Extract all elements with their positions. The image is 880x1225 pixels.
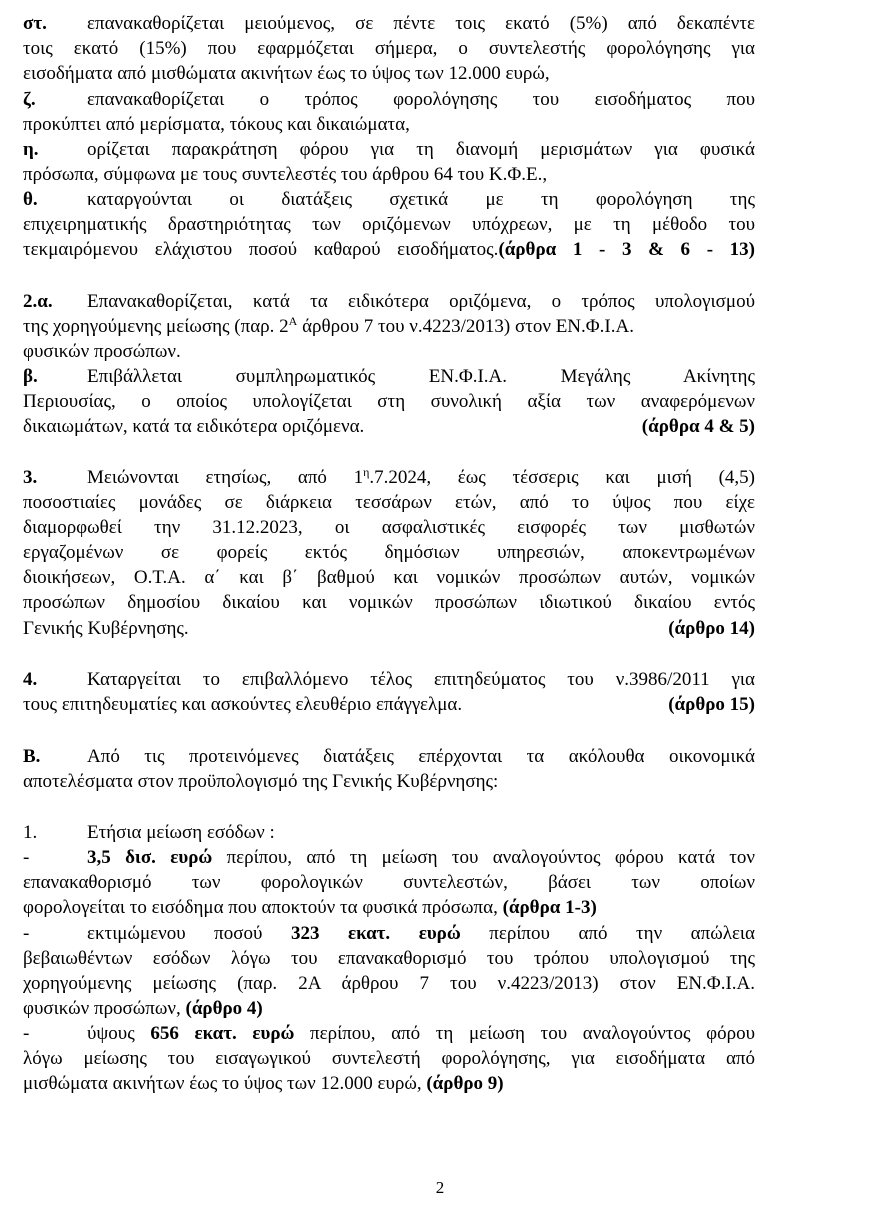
- item-label: στ.: [23, 13, 47, 34]
- text-line: θ. καταργούνται οι διατάξεις σχετικά με τη φορολόγηση της: [23, 189, 755, 210]
- text-line: επανακαθορισμό των φορολογικών συντελεστών, βάσει των οποίων: [23, 872, 755, 893]
- text-line: φυσικών προσώπων.: [23, 341, 181, 362]
- text-line: τοις εκατό (15%) που εφαρμόζεται σήμερα, ο συντελεστής φορολόγησης για: [23, 38, 755, 59]
- item-label: 4.: [23, 669, 38, 690]
- text-line: εισοδήματα από μισθώματα ακινήτων έως το ύψος των 12.000 ευρώ,: [23, 63, 550, 84]
- article-reference: (άρθρο 4): [185, 998, 263, 1019]
- text-line: διαμορφωθεί την 31.12.2023, οι ασφαλιστικές εισφορές των μισθωτών: [23, 517, 755, 538]
- article-reference: (άρθρο 14): [668, 618, 755, 639]
- text-line: επιχειρηματικής δραστηριότητας των οριζόμενων υπόχρεων, με τη μέθοδο του: [23, 214, 755, 235]
- text-line: βεβαιωθέντων εσόδων λόγω του επανακαθορισμό του τρόπου υπολογισμού της: [23, 948, 755, 969]
- text-line: μισθώματα ακινήτων έως το ύψος των 12.000 ευρώ, (άρθρο 9): [23, 1073, 504, 1094]
- text-line: Γενικής Κυβέρνησης. (άρθρο 14): [23, 618, 755, 639]
- text-line: φορολογείται το εισόδημα που αποκτούν τα φυσικά πρόσωπα, (άρθρα 1-3): [23, 897, 597, 918]
- text-line: - 3,5 δισ. ευρώ περίπου, από τη μείωση του αναλογούντος φόρου κατά τον: [23, 847, 755, 868]
- text-line: στ. επανακαθορίζεται μειούμενος, σε πέντε τοις εκατό (5%) από δεκαπέντε: [23, 13, 755, 34]
- dash-bullet: -: [23, 847, 30, 868]
- text-line: προκύπτει από μερίσματα, τόκους και δικαιώματα,: [23, 114, 410, 135]
- article-reference: (άρθρο 9): [426, 1073, 504, 1094]
- list-title: Ετήσια μείωση εσόδων :: [87, 822, 275, 843]
- text-line: 3. Μειώνονται ετησίως, από $1^\eta.7.2024$, έως τέσσερις και μισή (4,5): [23, 465, 755, 488]
- item-label: η.: [23, 139, 39, 160]
- text-line: διοικήσεων, Ο.Τ.Α. α΄ και β΄ βαθμού και νομικών προσώπων αυτών, νομικών: [23, 567, 755, 588]
- page-number: 2: [435, 1178, 445, 1197]
- article-reference: (άρθρο 15): [668, 694, 755, 715]
- text-line: της χορηγούμενης μείωσης (παρ. $2^A$ άρθρου 7 του ν.4223/2013) στον ΕΝ.Φ.Ι.Α.: [23, 314, 634, 337]
- text-line: [23, 821, 755, 845]
- text-line: πρόσωπα, σύμφωνα με τους συντελεστές του άρθρου 64 του Κ.Φ.Ε.,: [23, 164, 548, 185]
- text-line: τους επιτηδευματίες και ασκούντες ελευθέριο επάγγελμα. (άρθρο 15): [23, 694, 755, 715]
- text-line: η. ορίζεται παρακράτηση φόρου για τη διανομή μερισμάτων για φυσικά: [23, 139, 755, 160]
- text-line: φυσικών προσώπων, (άρθρο 4): [23, 998, 263, 1019]
- text-line: 4. Καταργείται το επιβαλλόμενο τέλος επιτηδεύματος του ν.3986/2011 για: [23, 669, 755, 690]
- text-line: λόγω μείωσης του εισαγωγικού συντελεστή φορολόγησης, για εισοδήματα από: [23, 1048, 755, 1069]
- text-line: β. Επιβάλλεται συμπληρωματικός ΕΝ.Φ.Ι.Α. Μεγάλης Ακίνητης: [23, 366, 755, 387]
- item-label: β.: [23, 366, 38, 387]
- article-reference: (άρθρα 1-3): [502, 897, 597, 918]
- item-label: 2.α.: [23, 291, 53, 312]
- article-reference: (άρθρα 1 - 3 & 6 - 13): [498, 239, 755, 260]
- text-line: Β. Από τις προτεινόμενες διατάξεις επέρχονται τα ακόλουθα οικονομικά: [23, 746, 755, 767]
- text-line: - εκτιμώμενου ποσού 323 εκατ. ευρώ περίπου από την απώλεια: [23, 923, 755, 944]
- dash-bullet: -: [23, 923, 30, 944]
- text-line: Περιουσίας, ο οποίος υπολογίζεται στη συνολική αξία των αναφερόμενων: [23, 391, 755, 412]
- text-line: δικαιωμάτων, κατά τα ειδικότερα οριζόμενα. (άρθρα 4 & 5): [23, 416, 755, 437]
- text-line: αποτελέσματα στον προϋπολογισμό της Γενικής Κυβέρνησης:: [23, 771, 499, 792]
- dash-bullet: -: [23, 1023, 30, 1044]
- item-label: θ.: [23, 189, 38, 210]
- item-label: 3.: [23, 467, 38, 488]
- text-line: τεκμαιρόμενου ελάχιστου ποσού καθαρού εισοδήματος.(άρθρα 1 - 3 & 6 - 13): [23, 239, 755, 260]
- text-line: χορηγούμενης μείωσης (παρ. 2Α άρθρου 7 του ν.4223/2013) στον ΕΝ.Φ.Ι.Α.: [23, 973, 755, 994]
- text-line: - ύψους 656 εκατ. ευρώ περίπου, από τη μείωση του αναλογούντος φόρου: [23, 1023, 755, 1044]
- text-line: ποσοστιαίες μονάδες σε διάρκεια τεσσάρων ετών, από το ύψος που είχε: [23, 492, 755, 513]
- text-line: εργαζομένων σε φορείς εκτός δημόσιων υπηρεσιών, αποκεντρωμένων: [23, 542, 755, 563]
- text-line: 2.α. Επανακαθορίζεται, κατά τα ειδικότερα οριζόμενα, ο τρόπος υπολογισμού: [23, 291, 755, 312]
- text-line: προσώπων δημοσίου δικαίου και νομικών προσώπων ιδιωτικού δικαίου εντός: [23, 592, 755, 613]
- item-label: 1.: [23, 822, 38, 843]
- article-reference: (άρθρα 4 & 5): [641, 416, 755, 437]
- text-line: ζ. επανακαθορίζεται ο τρόπος φορολόγησης του εισοδήματος που: [23, 89, 755, 110]
- item-label: ζ.: [23, 89, 36, 110]
- item-label: Β.: [23, 746, 41, 767]
